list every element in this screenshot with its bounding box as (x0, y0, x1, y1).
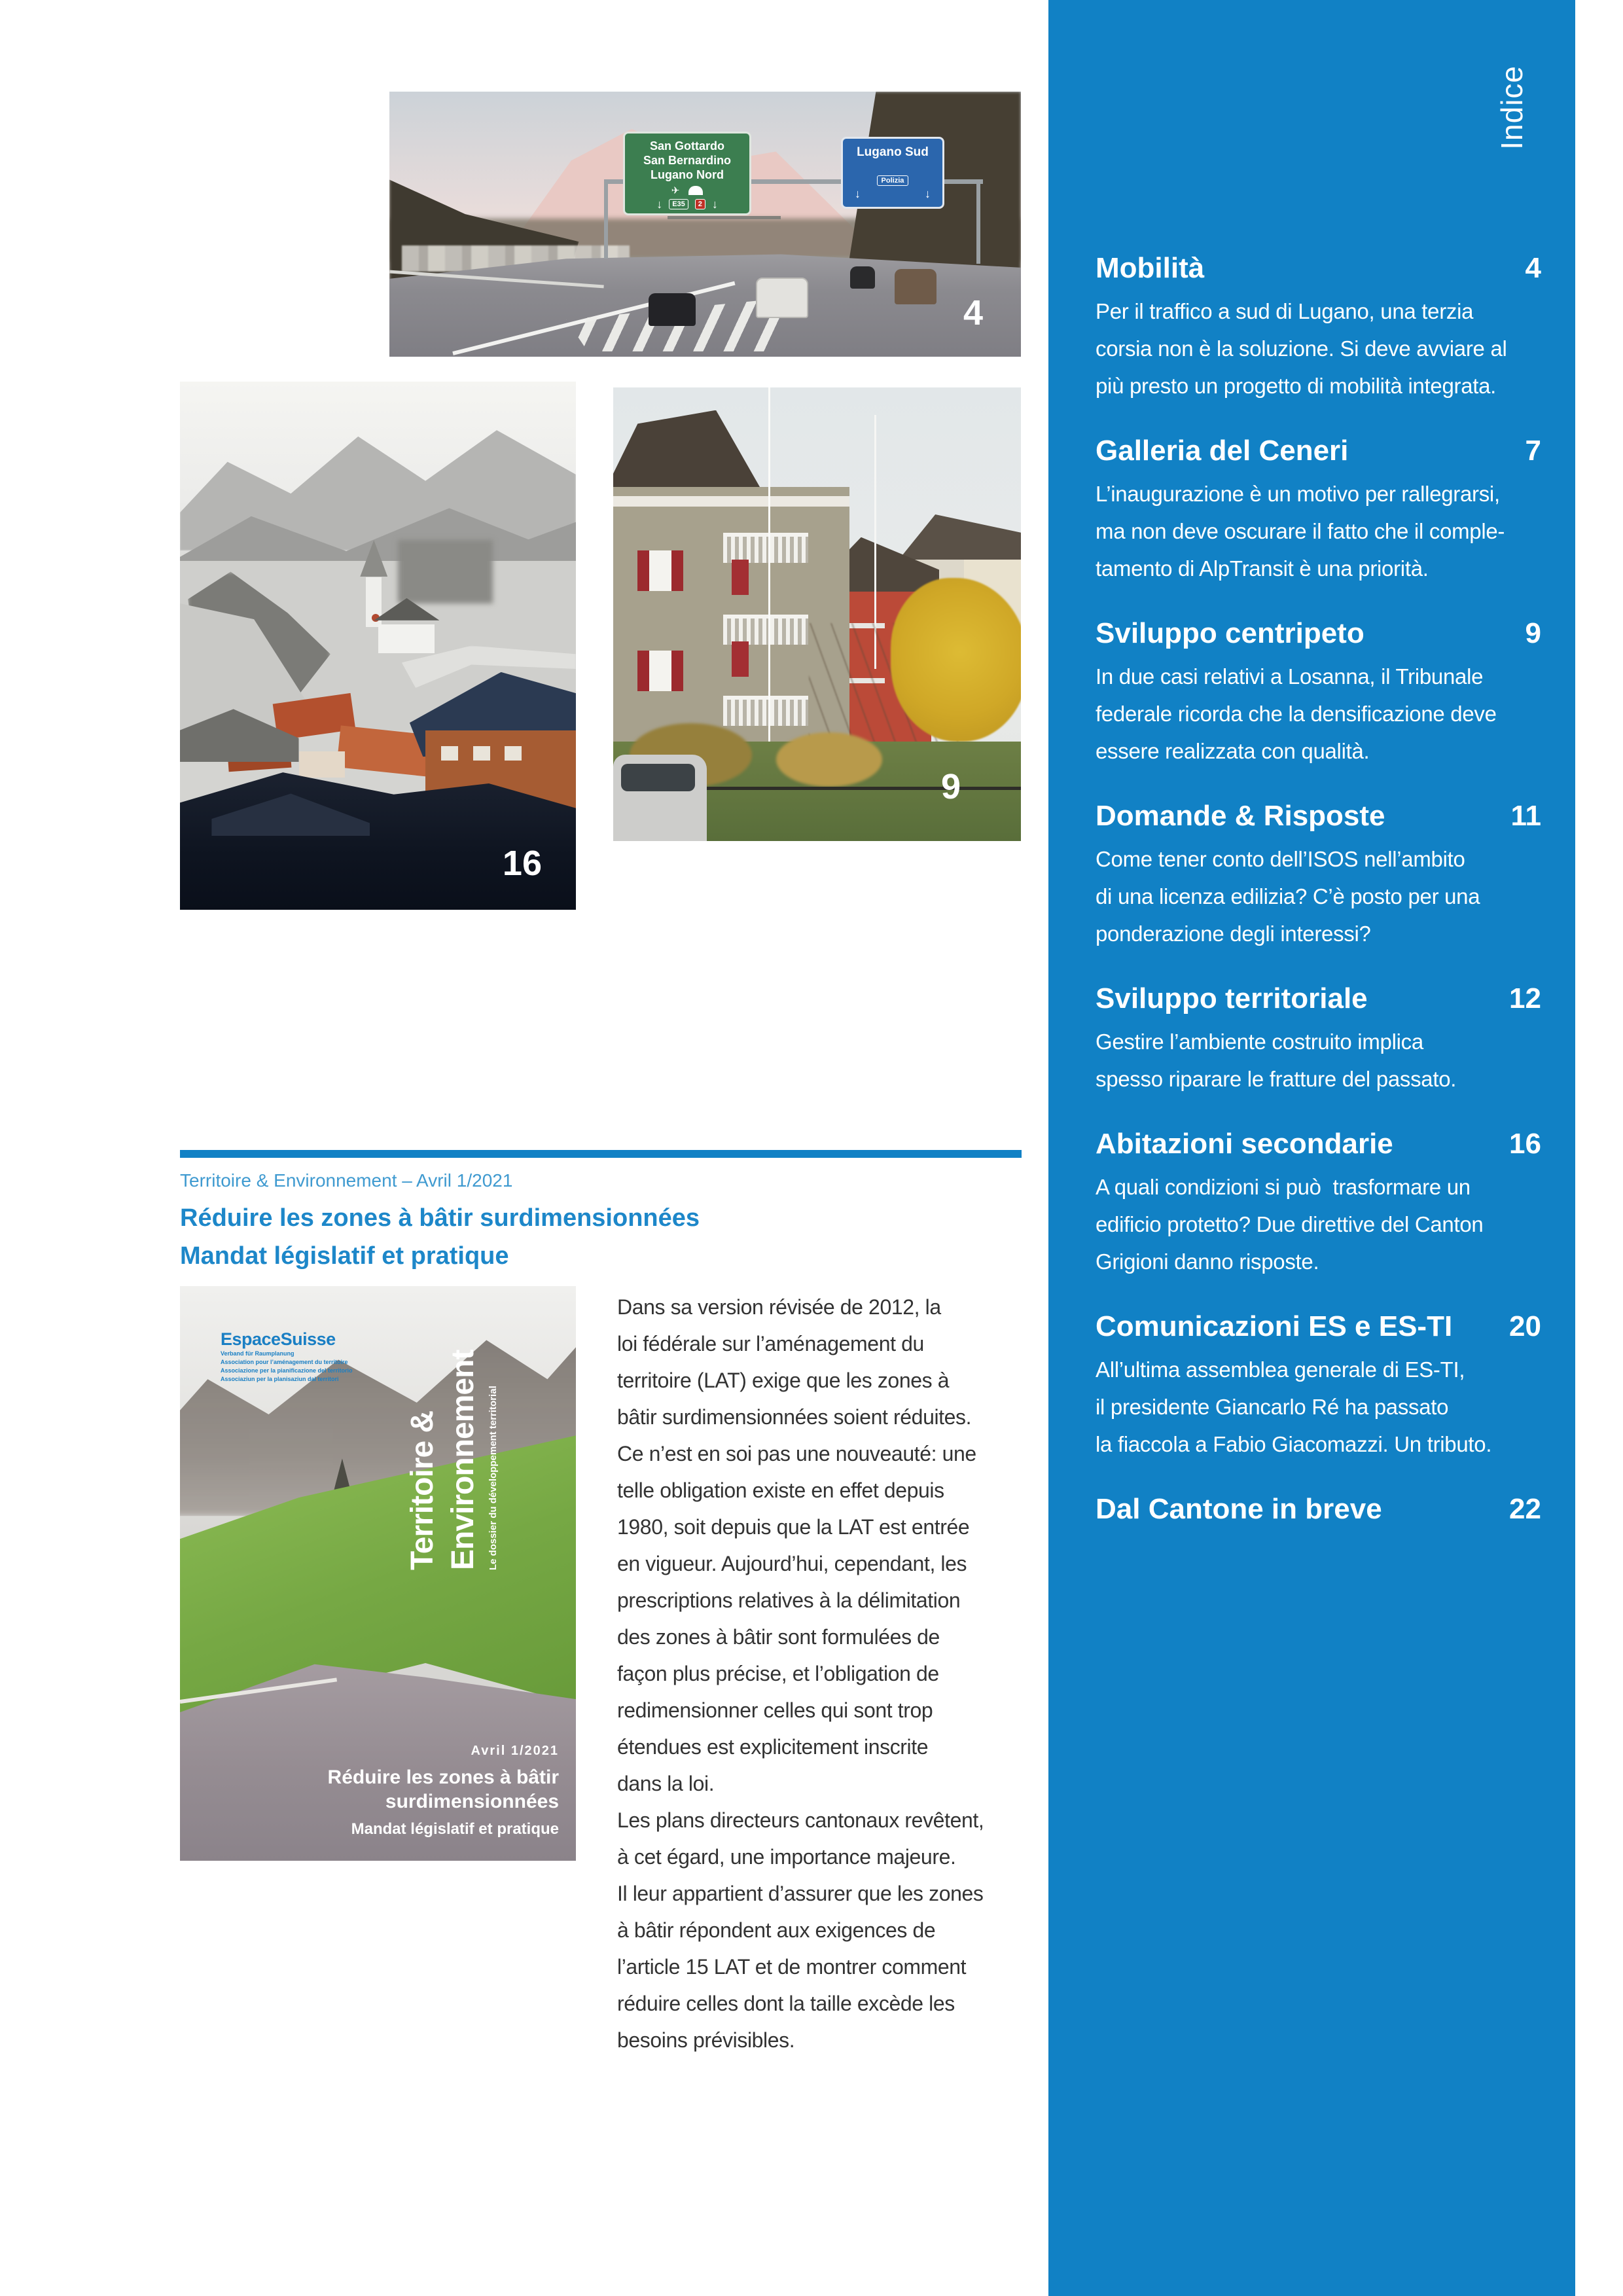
text-line: étendues est explicitement inscrite (617, 1735, 929, 1759)
logo-subline: Association pour l’aménagement du territoire (221, 1359, 348, 1365)
building-window (441, 746, 458, 761)
text-line: spesso riparare le fratture del passato. (1096, 1067, 1457, 1091)
toc-entry-page-number: 12 (1509, 982, 1541, 1014)
van-windshield (621, 764, 694, 791)
text-line: redimensionner celles qui sont trop (617, 1698, 933, 1722)
toc-entry[interactable] (1096, 252, 1541, 404)
text-line: 1980, soit depuis que la LAT est entrée (617, 1515, 970, 1539)
toc-entry-title: Domande & Risposte (1096, 800, 1385, 832)
green-direction-sign (623, 132, 751, 215)
toc-sidebar (1048, 0, 1575, 2296)
toc-entry-description (1096, 658, 1541, 770)
toc-entry-page-number: 16 (1509, 1128, 1541, 1160)
text-line: Grigioni danno risposte. (1096, 1249, 1319, 1274)
feature-title: Réduire les zones à bâtir surdimensionnées (180, 1204, 700, 1232)
page-ref-label: 9 (940, 767, 961, 806)
text-line: federale ricorda che la densificazione deve (1096, 702, 1497, 726)
photo-village (180, 382, 576, 910)
text-line: en vigueur. Aujourd’hui, cependant, les (617, 1552, 967, 1575)
toc-entry-title: Galleria del Ceneri (1096, 435, 1349, 467)
sign-text-line: Lugano Nord (651, 168, 724, 181)
text-line: territoire (LAT) exige que les zones à (617, 1369, 950, 1392)
logo-wordmark: EspaceSuisse (221, 1329, 336, 1349)
cover-title-line: Environnement (446, 1350, 480, 1570)
polizia-badge: Polizia (877, 175, 909, 186)
sign-text-line: San Bernardino (643, 153, 732, 167)
mast-line (768, 387, 770, 759)
espacesuisse-logo (221, 1329, 353, 1384)
cover-title-tagline: Le dossier du développement territorial (488, 1386, 499, 1570)
eaves-band (613, 496, 849, 507)
article-intro-text (617, 1289, 1023, 2058)
text-line: telle obligation existe en effet depuis (617, 1479, 944, 1502)
cover-dossier-line: Réduire les zones à bâtir (327, 1767, 559, 1788)
window-red-shutters (637, 651, 683, 691)
feature-subtitle: Mandat législatif et pratique (180, 1242, 509, 1270)
text-line: il presidente Giancarlo Ré ha passato (1096, 1395, 1449, 1419)
text-line: essere realizzata con qualità. (1096, 739, 1370, 763)
toc-entry-description (1096, 840, 1541, 952)
route-badge-e35: E35 (669, 199, 688, 209)
text-line: la fiaccola a Fabio Giacomazzi. Un tributo. (1096, 1432, 1492, 1456)
building-window (505, 746, 522, 761)
toc-entry-description (1096, 293, 1541, 404)
toc-entry-title: Sviluppo territoriale (1096, 982, 1368, 1014)
logo-subline: Verband für Raumplanung (221, 1350, 294, 1357)
logo-subline: Associazione per la pianificazione del territorio (221, 1367, 353, 1374)
text-line: di una licenza edilizia? C’è posto per una (1096, 884, 1480, 908)
toc-entry-page-number: 7 (1525, 435, 1541, 467)
toc-entry-description (1096, 475, 1541, 587)
toc-entry-description (1096, 1168, 1541, 1280)
gantry-small (668, 216, 781, 219)
text-line: Come tener conto dell’ISOS nell’ambito (1096, 847, 1465, 871)
text-line: à cet égard, une importance majeure. (617, 1845, 956, 1869)
down-arrow-icon: ↓ (924, 187, 931, 200)
text-line: corsia non è la soluzione. Si deve avviare al (1096, 336, 1507, 361)
text-line: edificio protetto? Due direttive del Canton (1096, 1212, 1484, 1236)
cover-issue-date: Avril 1/2021 (471, 1744, 559, 1758)
foreground-shadow (180, 772, 576, 910)
text-line: All’ultima assemblea generale di ES-TI, (1096, 1357, 1465, 1382)
text-line: des zones à bâtir sont formulées de (617, 1625, 940, 1649)
text-line: A quali condizioni si può trasformare un (1096, 1175, 1471, 1199)
text-line: bâtir surdimensionnées soient réduites. (617, 1405, 972, 1429)
gantry-leg (976, 179, 980, 264)
text-line: In due casi relativi a Losanna, il Tribunale (1096, 664, 1484, 689)
cover-dossier-subtitle: Mandat législatif et pratique (351, 1820, 559, 1838)
car (850, 266, 875, 289)
sidebar-tab-indice: Indice (1495, 65, 1529, 150)
text-line: ma non deve oscurare il fatto che il comple- (1096, 519, 1505, 543)
cover-vertical-title (402, 1341, 503, 1570)
text-line: loi fédérale sur l’aménagement du (617, 1332, 924, 1355)
section-divider (180, 1150, 1022, 1158)
down-arrow-icon: ↓ (711, 197, 718, 211)
text-line: Gestire l’ambiente costruito implica (1096, 1030, 1423, 1054)
church-nave (378, 624, 435, 653)
gantry-leg (604, 179, 608, 259)
text-line: Per il traffico a sud di Lugano, una terzia (1096, 299, 1474, 323)
toc-entry[interactable] (1096, 617, 1541, 770)
text-line: dans la loi. (617, 1772, 715, 1795)
balcony-door-shutter (732, 560, 749, 595)
toc-entry-title: Dal Cantone in breve (1096, 1493, 1382, 1525)
toc-entry[interactable] (1096, 1493, 1541, 1526)
toc-entry[interactable] (1096, 1128, 1541, 1280)
balcony-railing (723, 615, 808, 645)
toc-entry-page-number: 9 (1525, 617, 1541, 649)
cover-title-line: Territoire & (405, 1410, 440, 1570)
yellow-tree (891, 578, 1021, 741)
toc-entry-page-number: 22 (1509, 1493, 1541, 1525)
page-ref-label: 16 (502, 844, 542, 883)
toc-entry[interactable] (1096, 982, 1541, 1098)
car (895, 269, 936, 304)
text-line: réduire celles dont la taille excède les (617, 1992, 955, 2015)
toc-entry[interactable] (1096, 435, 1541, 587)
blue-direction-sign (841, 137, 944, 209)
balcony-door-shutter (732, 641, 749, 677)
airport-icon: ✈ (671, 185, 680, 196)
building-window (473, 746, 490, 761)
forest-patch (398, 540, 493, 603)
toc-entry-title: Abitazioni secondarie (1096, 1128, 1393, 1160)
text-line: Ce n’est en soi pas une nouveauté: une (617, 1442, 976, 1465)
down-arrow-icon: ↓ (656, 197, 663, 211)
toc-entry-page-number: 4 (1525, 252, 1541, 284)
magazine-cover (180, 1286, 576, 1861)
toc-entry[interactable] (1096, 800, 1541, 952)
toc-entry[interactable] (1096, 1310, 1541, 1463)
text-line: à bâtir répondent aux exigences de (617, 1918, 936, 1942)
text-line: tamento di AlpTransit è una priorità. (1096, 556, 1429, 581)
text-line: besoins prévisibles. (617, 2028, 795, 2052)
tunnel-icon (688, 186, 703, 195)
text-line: prescriptions relatives à la délimitation (617, 1588, 961, 1612)
photo-building (613, 387, 1021, 841)
toc-entry-title: Mobilità (1096, 252, 1205, 284)
table-of-contents (1096, 252, 1541, 1556)
balcony-railing (723, 533, 808, 563)
logo-subline: Associaziun per la planisaziun dal territori (221, 1376, 339, 1382)
text-line: ponderazione degli interessi? (1096, 922, 1371, 946)
down-arrow-icon: ↓ (854, 187, 861, 200)
cover-dossier-title (328, 1744, 559, 1839)
toc-entry-description (1096, 1351, 1541, 1463)
toc-entry-title: Sviluppo centripeto (1096, 617, 1364, 649)
text-line: Il leur appartient d’assurer que les zones (617, 1882, 984, 1905)
feature-kicker: Territoire & Environnement – Avril 1/2021 (180, 1170, 513, 1191)
route-badge-2: 2 (695, 199, 705, 209)
text-line: più presto un progetto di mobilità integrata. (1096, 374, 1497, 398)
photo-highway (389, 92, 1021, 357)
toc-entry-page-number: 20 (1509, 1310, 1541, 1342)
cover-dossier-line: surdimensionnées (385, 1791, 559, 1812)
sign-text-line: Lugano Sud (857, 145, 929, 159)
toc-entry-page-number: 11 (1510, 800, 1541, 832)
text-line: façon plus précise, et l’obligation de (617, 1662, 939, 1685)
page-ref-label: 4 (963, 293, 983, 332)
text-line: Les plans directeurs cantonaux revêtent, (617, 1808, 984, 1832)
car (649, 293, 696, 326)
window-red-shutters (637, 550, 683, 591)
toc-entry-title: Comunicazioni ES e ES-TI (1096, 1310, 1453, 1342)
sign-text-line: San Gottardo (650, 139, 725, 152)
text-line: L’inaugurazione è un motivo per rallegrarsi, (1096, 482, 1500, 506)
car (756, 278, 808, 318)
house-wall (299, 751, 345, 778)
toc-entry-description (1096, 1023, 1541, 1098)
balcony-railing (723, 696, 808, 726)
autumn-bush (776, 732, 882, 787)
text-line: Dans sa version révisée de 2012, la (617, 1295, 941, 1319)
text-line: l’article 15 LAT et de montrer comment (617, 1955, 967, 1979)
